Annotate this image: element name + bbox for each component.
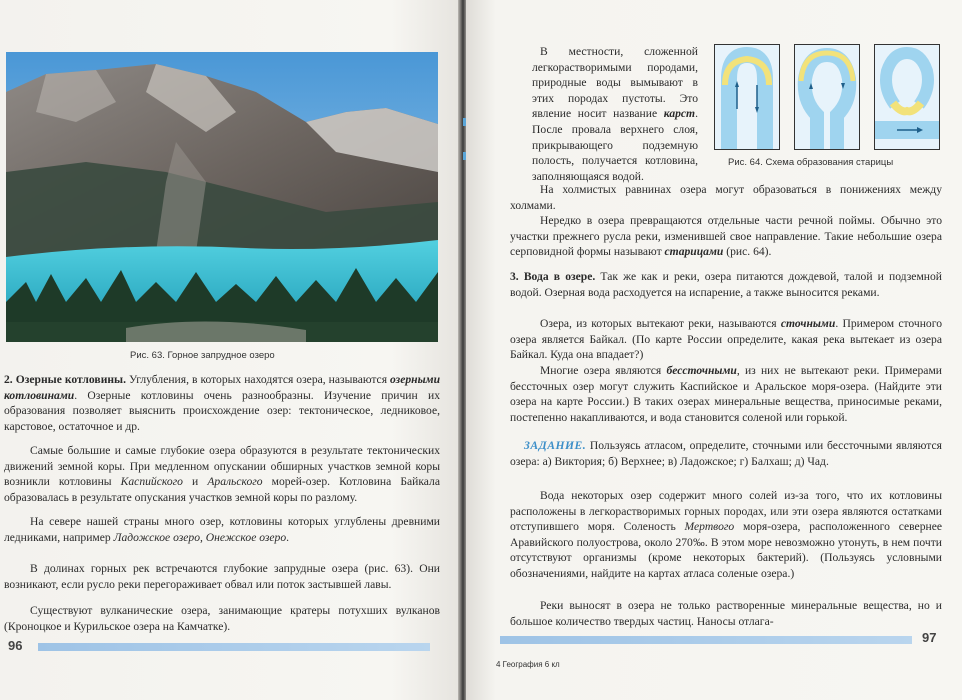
- closed-lakes-paragraph: [510, 363, 942, 425]
- sediment-paragraph: [510, 598, 942, 629]
- tectonic-lakes-paragraph: [4, 443, 440, 505]
- text-run-i: Мертвого: [684, 520, 735, 534]
- text-run-e: озерными котловинами: [4, 373, 441, 402]
- text-run-i: Ладожское озеро, Онежское озеро: [113, 530, 287, 544]
- oxbow-diagram-stage-1: [714, 44, 780, 150]
- text-run-b: 2.: [4, 373, 16, 386]
- text-run: Пользуясь атласом, определите, сточными или бессточными являются озера: а) Виктория; б) Верхнее; в) Ладожское; г) Балхаш; д) Чад.: [510, 439, 942, 468]
- oxbow-lakes-paragraph: [510, 213, 942, 260]
- page-number-right: 97: [922, 630, 937, 645]
- mountain-lake-photo: [6, 52, 438, 342]
- text-run-b: 3. Вода в озере.: [510, 270, 596, 283]
- karst-paragraph: [532, 44, 698, 184]
- text-run: Вода некоторых озер содержит много солей из-за того, что их котловины расположены в легкорастворимых горных породах, или эти озера являются остатками отступившего моря. Соленость: [510, 489, 942, 534]
- lake-water-paragraph: [510, 269, 942, 300]
- text-run: В долинах горных рек встречаются глубокие запрудные озера (рис. 63). Они возникают, если русло реки перегораживает обвал или поток застывшей лавы.: [4, 562, 440, 591]
- text-run: На севере нашей страны много озер, котловины которых углублены древними ледниками, например: [4, 515, 440, 544]
- oxbow-diagram-stage-2: [794, 44, 860, 150]
- text-run: морей-озер. Котловина Байкала образовалась в результате опускания участков земной коры по разлому.: [4, 475, 440, 504]
- lake-basins-paragraph: [4, 372, 440, 434]
- drainage-lakes-paragraph: [510, 316, 942, 363]
- text-run: В местности, сложенной легкорастворимыми породами, природные воды вымывают в этих породах пустоты. Это явление носит название: [532, 45, 698, 121]
- hill-lakes-paragraph: [510, 182, 942, 213]
- signature-note: 4 География 6 кл: [496, 660, 560, 669]
- text-run: Озера, из которых вытекают реки, называются: [540, 317, 781, 330]
- glacial-lakes-paragraph: [4, 514, 440, 545]
- volcanic-lakes-paragraph: [4, 603, 440, 634]
- dam-lakes-paragraph: [4, 561, 440, 592]
- text-run: и: [182, 475, 208, 489]
- text-run-b: Озерные котловины.: [15, 373, 127, 386]
- footer-bar-right: [500, 636, 912, 644]
- text-run: Так же как и реки, озера питаются дождевой, талой и подземной водой. Озерная вода расходуется на испарение, а также выносится реками.: [510, 270, 942, 299]
- text-run-e: старицами: [664, 245, 724, 259]
- figure-63-caption: Рис. 63. Горное запрудное озеро: [130, 350, 275, 361]
- text-run-task: ЗАДАНИЕ.: [524, 439, 587, 452]
- text-run: Углубления, в которых находятся озера, называются: [126, 373, 391, 386]
- text-run: . Озерные котловины очень разнообразны. Изучение причин их образования позволяет выяснить происхождение озер: тектоническое, ледниковое, карстовое, остаточное и др.: [4, 388, 440, 433]
- text-run: (рис. 64).: [723, 245, 772, 259]
- text-run-e: карст: [663, 107, 696, 121]
- salt-lakes-paragraph: [510, 488, 942, 582]
- right-page: [466, 0, 962, 700]
- text-run: Многие озера являются: [540, 364, 667, 377]
- left-page: [0, 0, 460, 700]
- text-run: Реки выносят в озера не только растворенные минеральные вещества, но и большое количество твердых частиц. Наносы отлага-: [510, 599, 942, 628]
- text-run: Самые большие и самые глубокие озера образуются в результате тектонических движений земной коры. При медленном опускании обширных участков земной коры возникли котловины: [4, 444, 440, 489]
- text-run-i: Каспийского: [120, 475, 183, 489]
- text-run-e: сточными: [780, 317, 836, 330]
- text-run: моря-озера, расположенного севернее Аравийского полуострова, около 270‰. В этом море невозможно утонуть, в нем почти отсутствуют организмы (кроме некоторых бактерий). (Пользуясь условными обозначениями, найдите на картах атласа соленые озера.): [510, 520, 942, 580]
- oxbow-diagram-stage-3: [874, 44, 940, 150]
- task-paragraph: [510, 438, 942, 469]
- text-run: , из них не вытекают реки. Примерами бессточных озер могут служить Каспийское и Аральское моря-озера. (Найдите эти озера на карте России.) В таких озерах минеральные вещества, приносимые реками, постепенно накапливаются, и вода становится соленой или горькой.: [510, 364, 942, 424]
- page-number-left: 96: [8, 638, 23, 653]
- footer-bar-left: [38, 643, 430, 651]
- text-run: .: [286, 530, 290, 544]
- text-run: . После провала верхнего слоя, прикрывающего подземную полость, получается котловина, заполняющаяся водой.: [532, 107, 698, 183]
- text-run: Существуют вулканические озера, занимающие кратеры потухших вулканов (Кроноцкое и Курильское озера на Камчатке).: [4, 604, 440, 633]
- text-run: Нередко в озера превращаются отдельные части речной поймы. Обычно это участки прежнего русла реки, изменившей свое направление. Такие небольшие озера серповидной формы называют: [510, 214, 942, 259]
- figure-64-caption: Рис. 64. Схема образования старицы: [728, 157, 894, 168]
- text-run: На холмистых равнинах озера могут образоваться в понижениях между холмами.: [510, 183, 942, 212]
- text-run-i: Аральского: [207, 475, 263, 489]
- text-run-e: бессточными: [666, 364, 737, 377]
- text-run: . Примером сточного озера является Байкал. (По карте России определите, какая река вытекает из озера Байкал. Куда она впадает?): [510, 317, 942, 362]
